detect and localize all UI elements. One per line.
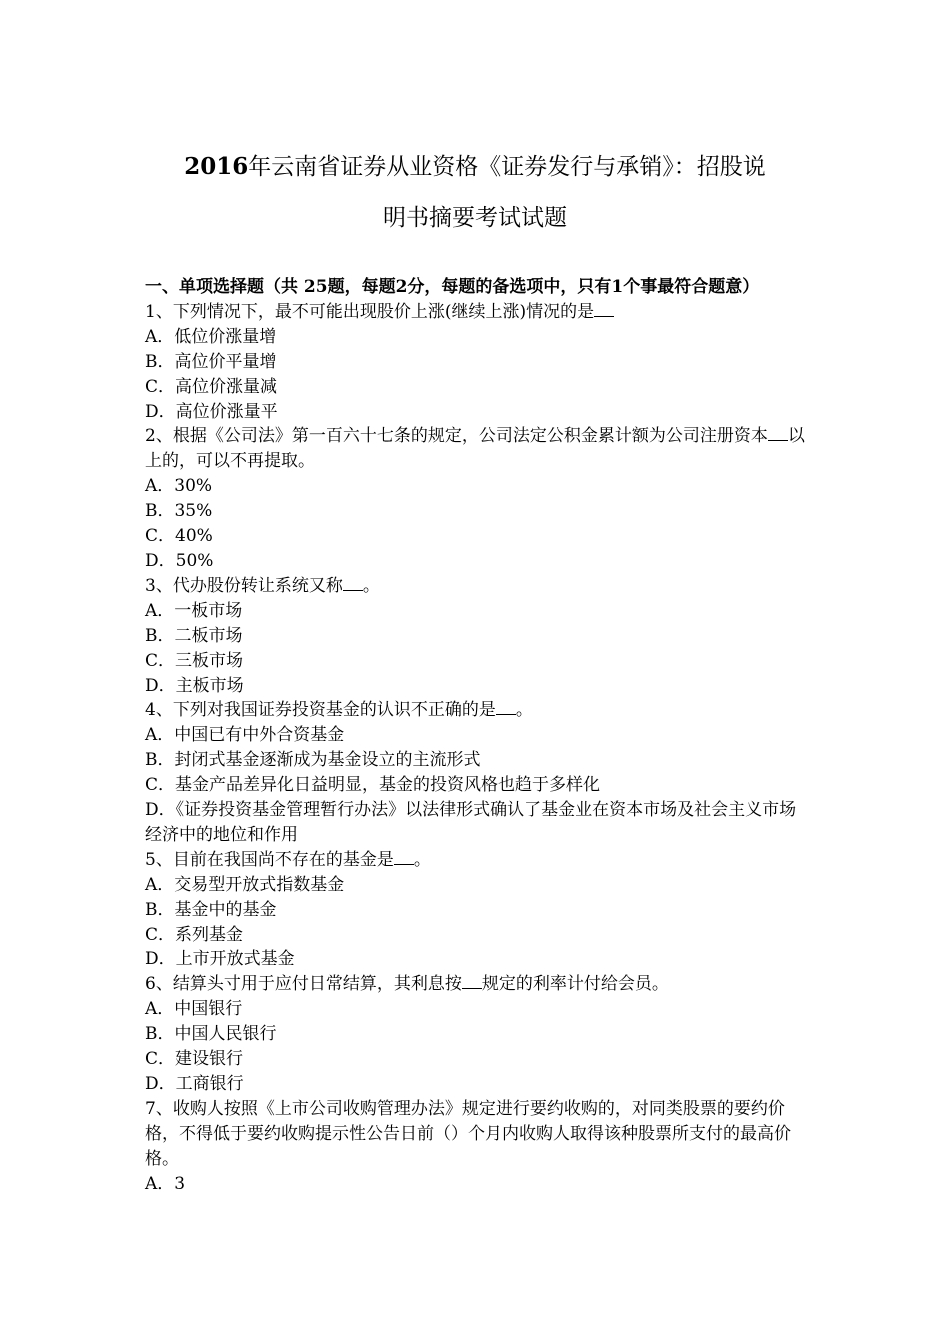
question-5-stem: [145, 848, 810, 873]
question-5-option-c: C．系列基金: [145, 924, 244, 945]
question-3-stem: [145, 574, 810, 599]
question-2-option-d: D．50%: [145, 550, 214, 571]
question-5-option-d: D．上市开放式基金: [145, 949, 295, 970]
answer-blank: [496, 700, 516, 715]
question-2-option-c: C．40%: [145, 526, 213, 547]
question-text: 4、下列对我国证券投资基金的认识不正确的是: [145, 700, 496, 721]
question-text: 3、代办股份转让系统又称: [145, 575, 343, 596]
question-6-option-c: C．建设银行: [145, 1049, 244, 1070]
question-text-after: 。: [362, 575, 380, 596]
question-4-option-d: D．《证券投资基金管理暂行办法》以法律形式确认了基金业在资本市场及社会主义市场经济中的地位和作用: [145, 800, 797, 845]
question-6-option-b: B．中国人民银行: [145, 1024, 277, 1045]
title-year: 2016: [184, 153, 249, 180]
question-4-option-a: A．中国已有中外合资基金: [145, 725, 345, 746]
question-7-stem: 7、收购人按照《上市公司收购管理办法》规定进行要约收购的，对同类股票的要约价格，不得低于要约收购提示性公告日前（）个月内收购人取得该种股票所支付的最高价格。: [145, 1098, 791, 1169]
question-5-option-a: A．交易型开放式指数基金: [145, 874, 345, 895]
question-text: 2、根据《公司法》第一百六十七条的规定，公司法定公积金累计额为公司注册资本: [145, 426, 768, 447]
question-3-option-d: D．主板市场: [145, 675, 244, 696]
question-3-option-c: C．三板市场: [145, 650, 244, 671]
question-1-stem: [145, 300, 810, 325]
question-6-option-d: D．工商银行: [145, 1074, 244, 1094]
question-text-after: 以上的，可以不再提取。: [145, 426, 805, 472]
question-6-option-a: A．中国银行: [145, 999, 243, 1020]
document-title-line2: 明书摘要考试试题: [383, 205, 567, 231]
question-text-after: 。: [515, 700, 533, 721]
question-2-option-a: A．30%: [145, 476, 213, 497]
document-title-line1: [130, 152, 820, 182]
question-4-option-b: B．封闭式基金逐渐成为基金设立的主流形式: [145, 750, 481, 771]
title-text: 年云南省证券从业资格《证券发行与承销》：招股说: [248, 154, 766, 180]
question-4-option-c: C．基金产品差异化日益明显，基金的投资风格也趋于多样化: [145, 775, 601, 796]
question-text: 1、下列情况下，最不可能出现股价上涨(继续上涨)情况的是: [145, 301, 595, 322]
question-1-option-b: B．高位价平量增: [145, 351, 277, 372]
answer-blank: [462, 974, 482, 989]
question-5-option-b: B．基金中的基金: [145, 899, 277, 920]
question-1-option-a: A．低位价涨量增: [145, 326, 277, 347]
section-heading: 一、单项选择题（共 25题，每题2分，每题的备选项中，只有1个事最符合题意）: [145, 277, 760, 297]
question-1-option-d: D．高位价涨量平: [145, 401, 278, 422]
question-4-stem: [145, 698, 810, 723]
answer-blank: [394, 850, 414, 865]
question-text: 6、结算头寸用于应付日常结算，其利息按: [145, 974, 462, 995]
answer-blank: [594, 302, 614, 317]
question-7-option-a: A．3: [145, 1173, 186, 1194]
answer-blank: [343, 576, 363, 591]
question-3-option-a: A．一板市场: [145, 600, 243, 621]
question-text-after: 规定的利率计付给会员。: [481, 974, 669, 995]
question-2-option-b: B．35%: [145, 501, 213, 522]
question-text: 5、目前在我国尚不存在的基金是: [145, 849, 394, 870]
answer-blank: [768, 426, 788, 441]
question-1-option-c: C．高位价涨量减: [145, 376, 278, 397]
question-text-after: 。: [413, 849, 431, 870]
question-2-stem: [145, 424, 810, 474]
question-3-option-b: B．二板市场: [145, 625, 243, 646]
question-6-stem: [145, 972, 810, 997]
document-body: [145, 275, 810, 1197]
